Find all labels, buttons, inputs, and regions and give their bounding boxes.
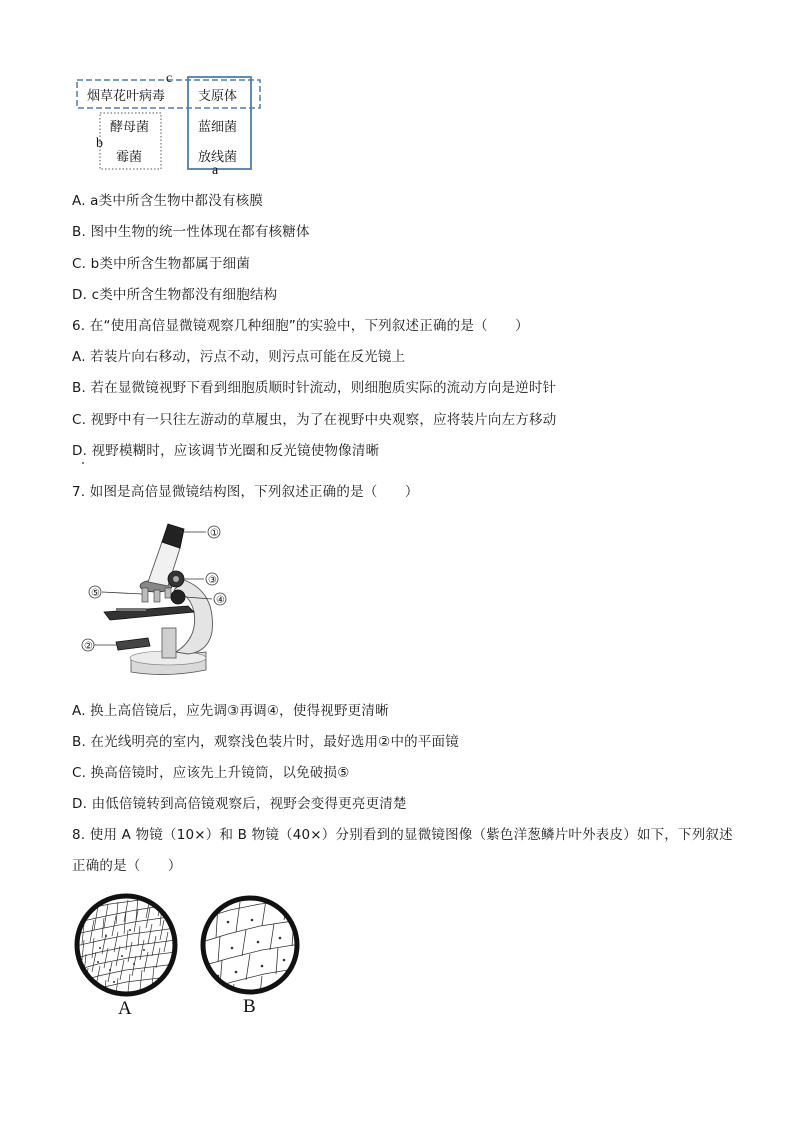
q8-stem-line1: 8. 使用 A 物镜（10×）和 B 物镜（40×）分别看到的显微镜图像（紫色洋葱鳞片叶外表皮）如下，下列叙述 [72, 827, 733, 843]
objective-3 [165, 588, 171, 598]
q7-option-b: B. 在光线明亮的室内，观察浅色装片时，最好选用②中的平面镜 [72, 734, 459, 750]
q6-option-a: A. 若装片向右移动，污点不动，则污点可能在反光镜上 [72, 349, 406, 365]
objective-1 [142, 588, 148, 602]
stray-dot [82, 462, 84, 464]
q7-option-c: C. 换高倍镜时，应该先上升镜筒，以免破损⑤ [72, 765, 350, 781]
q6-option-d: D. 视野模糊时，应该调节光圈和反光镜使物像清晰 [72, 443, 380, 459]
microscope-pillar [162, 628, 176, 658]
callout-label-3: ③ [208, 575, 217, 586]
view-a-label: A [118, 998, 132, 1019]
label-b: b [96, 136, 103, 151]
q5-option-b: B. 图中生物的统一性体现在都有核糖体 [72, 224, 310, 240]
q5-option-a: A. a类中所含生物中都没有核膜 [72, 193, 264, 209]
q7-option-d: D. 由低倍镜转到高倍镜观察后，视野会变得更亮更清楚 [72, 796, 407, 812]
item-mycoplasma: 支原体 [198, 89, 238, 104]
coarse-knob-center [173, 576, 179, 582]
q6-option-c: C. 视野中有一只往左游动的草履虫，为了在视野中央观察，应将装片向左方移动 [72, 412, 557, 428]
classification-diagram [0, 0, 794, 180]
microscope-views-figure [70, 890, 310, 1020]
item-actinomycete: 放线菌 [198, 150, 238, 165]
callout-label-2: ② [84, 641, 93, 652]
q7-option-a: A. 换上高倍镜后，应先调③再调④，使得视野更清晰 [72, 703, 389, 719]
q5-option-d: D. c类中所含生物都没有细胞结构 [72, 287, 278, 303]
callout-line-5 [102, 592, 142, 594]
label-a: a [212, 163, 219, 178]
item-tmv: 烟草花叶病毒 [87, 89, 166, 104]
microscope-mirror [116, 638, 150, 650]
item-yeast: 酵母菌 [110, 120, 150, 135]
item-mold: 霉菌 [116, 150, 143, 165]
q7-stem: 7. 如图是高倍显微镜结构图，下列叙述正确的是（ ） [72, 484, 419, 500]
item-cyanobacteria: 蓝细菌 [198, 120, 238, 135]
label-c: c [166, 71, 173, 86]
q8-stem-line2: 正确的是（ ） [72, 858, 182, 874]
callout-label-4: ④ [216, 595, 225, 606]
q6-option-b: B. 若在显微镜视野下看到细胞质顺时针流动，则细胞质实际的流动方向是逆时针 [72, 380, 557, 396]
callout-label-5: ⑤ [91, 588, 100, 599]
stage-clip [116, 608, 146, 611]
microscope-figure [76, 520, 246, 680]
view-b-label: B [243, 996, 256, 1017]
fine-knob [171, 590, 185, 604]
objective-2 [154, 590, 160, 602]
q6-stem: 6. 在“使用高倍显微镜观察几种细胞”的实验中，下列叙述正确的是（ ） [72, 318, 529, 334]
q5-option-c: C. b类中所含生物都属于细菌 [72, 256, 251, 272]
callout-label-1: ① [210, 528, 219, 539]
